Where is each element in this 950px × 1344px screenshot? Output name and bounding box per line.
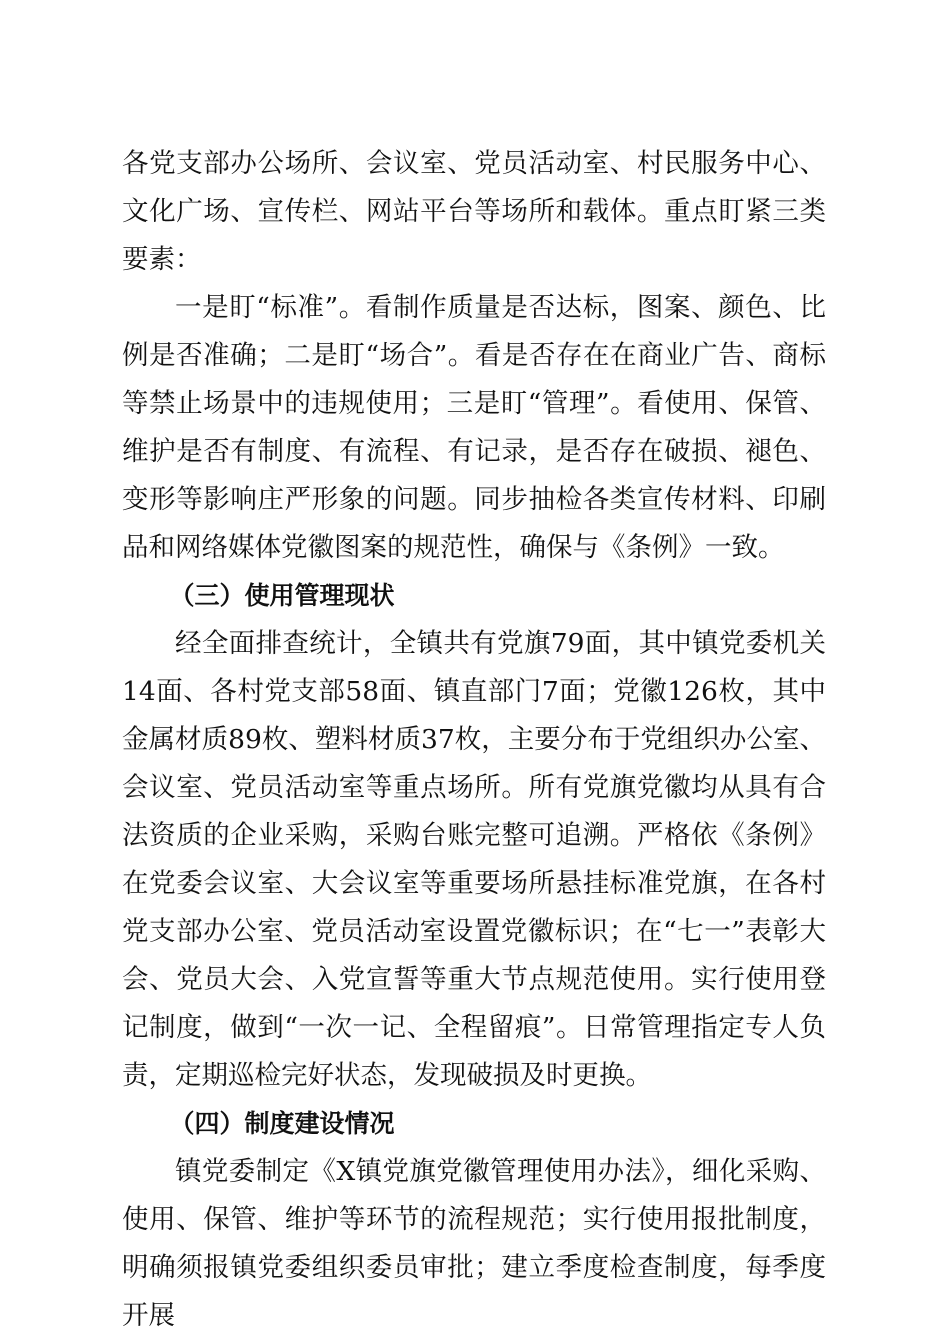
section-heading-usage-status: （三）使用管理现状 <box>169 581 395 610</box>
paragraph-three-elements: 一是盯“标准”。看制作质量是否达标，图案、颜色、比例是否准确；二是盯“场合”。看是否存在在商业广告、商标等禁止场景中的违规使用；三是盯“管理”。看使用、保管、维护是否有制度、有流程、有记录，是否存在破损、褪色、变形等影响庄严形象的问题。同步抽检各类宣传材料、印刷品和网络媒体党徽图案的规范性，确保与《条例》一致。 <box>122 292 826 563</box>
document-page <box>122 140 826 1340</box>
paragraph-scope-continuation: 各党支部办公场所、会议室、党员活动室、村民服务中心、文化广场、宣传栏、网站平台等场所和载体。重点盯紧三类要素： <box>122 148 826 275</box>
paragraph-usage-statistics: 经全面排查统计，全镇共有党旗79面，其中镇党委机关14面、各村党支部58面、镇直部门7面；党徽126枚，其中金属材质89枚、塑料材质37枚，主要分布于党组织办公室、会议室、党员活动室等重点场所。所有党旗党徽均从具有合法资质的企业采购，采购台账完整可追溯。严格依《条例》在党委会议室、大会议室等重要场所悬挂标准党旗，在各村党支部办公室、党员活动室设置党徽标识；在“七一”表彰大会、党员大会、入党宣誓等重大节点规范使用。实行使用登记制度，做到“一次一记、全程留痕”。日常管理指定专人负责，定期巡检完好状态，发现破损及时更换。 <box>122 628 826 1091</box>
section-heading-system-building: （四）制度建设情况 <box>169 1109 395 1138</box>
paragraph-system-building: 镇党委制定《X镇党旗党徽管理使用办法》，细化采购、使用、保管、维护等环节的流程规范；实行使用报批制度，明确须报镇党委组织委员审批；建立季度检查制度，每季度开展 <box>122 1156 826 1331</box>
